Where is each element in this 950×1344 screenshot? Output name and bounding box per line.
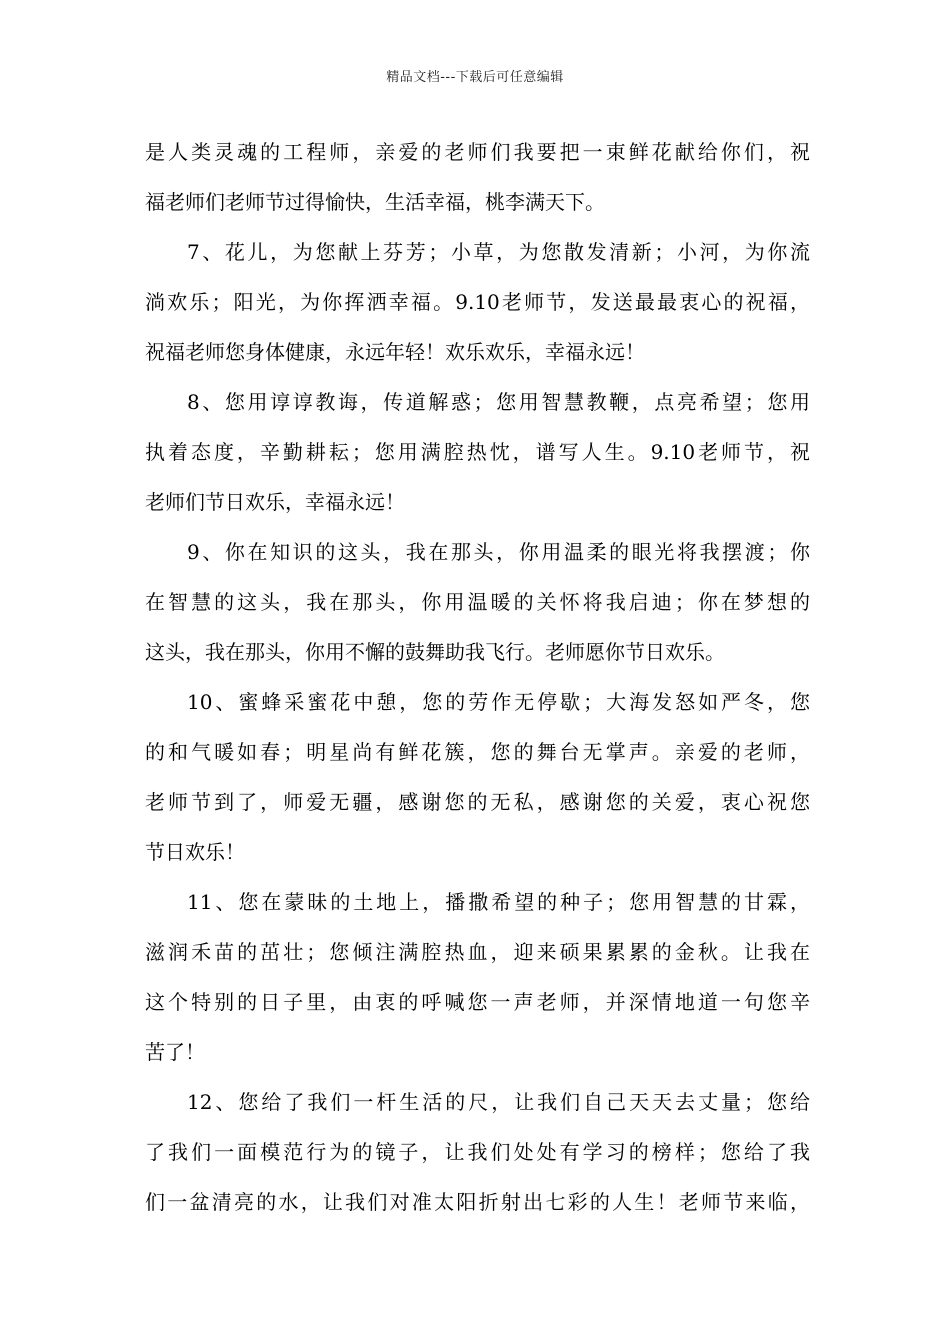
text-line: 们一盆清亮的水，让我们对准太阳折射出七彩的人生！老师节来临， xyxy=(145,1190,810,1214)
paragraph xyxy=(145,677,810,877)
text-line: 执着态度，辛勤耕耘；您用满腔热忱，谱写人生。9.10老师节，祝 xyxy=(145,440,810,464)
paragraph xyxy=(145,127,810,227)
text-line: 在智慧的这头，我在那头，你用温暖的关怀将我启迪；你在梦想的 xyxy=(145,590,810,614)
paragraph xyxy=(145,877,810,1077)
page-header: 精品文档---下载后可任意编辑 xyxy=(386,70,564,85)
text-line: 7、花儿，为您献上芬芳；小草，为您散发清新；小河，为你流 xyxy=(187,240,810,264)
text-line: 11、您在蒙昧的土地上，播撒希望的种子；您用智慧的甘霖， xyxy=(187,890,810,914)
text-line: 福老师们老师节过得愉快，生活幸福，桃李满天下。 xyxy=(145,190,605,214)
text-line: 这个特别的日子里，由衷的呼喊您一声老师，并深情地道一句您辛 xyxy=(145,990,810,1014)
text-line: 8、您用谆谆教诲，传道解惑；您用智慧教鞭，点亮希望；您用 xyxy=(187,390,810,414)
text-line: 祝福老师您身体健康，永远年轻！欢乐欢乐，幸福永远！ xyxy=(145,340,645,364)
text-line: 节日欢乐！ xyxy=(145,840,245,864)
text-line: 滋润禾苗的茁壮；您倾注满腔热血，迎来硕果累累的金秋。让我在 xyxy=(145,940,810,964)
text-line: 苦了！ xyxy=(145,1040,205,1064)
text-line: 老师节到了，师爱无疆，感谢您的无私，感谢您的关爱，衷心祝您 xyxy=(145,790,810,814)
document-body xyxy=(145,127,810,1227)
text-line: 淌欢乐；阳光，为你挥洒幸福。9.10老师节，发送最最衷心的祝福， xyxy=(145,290,810,314)
paragraph xyxy=(145,377,810,527)
paragraph xyxy=(145,527,810,677)
text-line: 12、您给了我们一杆生活的尺，让我们自己天天去丈量；您给 xyxy=(187,1090,810,1114)
text-line: 10、蜜蜂采蜜花中憩，您的劳作无停歇；大海发怒如严冬，您 xyxy=(187,690,810,714)
text-line: 9、你在知识的这头，我在那头，你用温柔的眼光将我摆渡；你 xyxy=(187,540,810,564)
text-line: 了我们一面模范行为的镜子，让我们处处有学习的榜样；您给了我 xyxy=(145,1140,810,1164)
text-line: 是人类灵魂的工程师，亲爱的老师们我要把一束鲜花献给你们，祝 xyxy=(145,140,810,164)
paragraph xyxy=(145,227,810,377)
text-line: 这头，我在那头，你用不懈的鼓舞助我飞行。老师愿你节日欢乐。 xyxy=(145,640,725,664)
paragraph xyxy=(145,1077,810,1227)
text-line: 的和气暖如春；明星尚有鲜花簇，您的舞台无掌声。亲爱的老师， xyxy=(145,740,810,764)
text-line: 老师们节日欢乐，幸福永远！ xyxy=(145,490,405,514)
